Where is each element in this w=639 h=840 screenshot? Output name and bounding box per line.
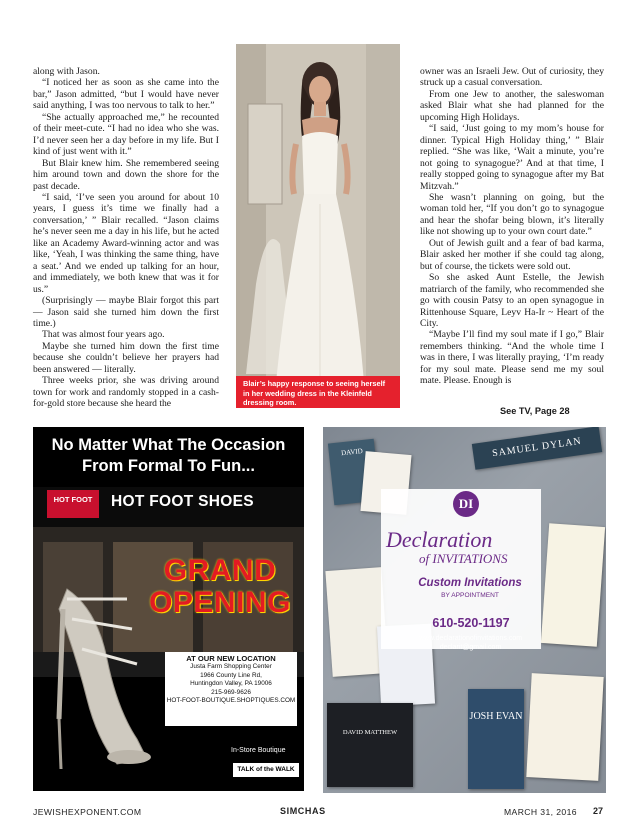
website-line[interactable]: HOT-FOOT-BOUTIQUE.SHOPTIQUES.COM [166,697,296,705]
hot-foot-logo [47,490,99,518]
paragraph: along with Jason. [33,66,100,77]
address-line: Huntingdon Valley, PA 19006 [190,680,272,688]
brand-title: Declaration [386,527,493,552]
paragraph: From one Jew to another, the saleswoman asked Blair what she had planned for the upcoming High Holidays. [420,88,604,123]
paragraph: But Blair knew him. She remembered seeing him around town and down the shore for the past decade. [33,157,219,192]
paragraph: “I said, ‘Just going to my mom’s house for dinner. Typical High Holiday thing,’ ” Blair replied. “She was like, ‘Wait a minute, you’re not going to synagogue?’ And at that time, I really stopped going to synagogue after my Bat Mitzvah.” [420,123,604,192]
paragraph: Out of Jewish guilt and a fear of bad karma, Blair asked her mother if she could tag along, but of course, the tickets were sold out. [420,237,604,272]
paragraph: That was almost four years ago. [42,329,165,341]
page-number: 27 [593,806,604,816]
footer-section: SIMCHAS [280,806,326,816]
card-name: DAVID [340,446,364,458]
footer-site[interactable]: JEWISHEXPONENT.COM [33,807,142,817]
appointment-label: BY APPOINTMENT [441,592,499,599]
article-column-left [33,66,219,410]
wedding-dress-photo [236,44,400,402]
ad-headline [33,435,304,477]
paragraph: “I said, ‘I’ve seen you around for about 10 years, I guess it’s time we finally had a conversation,’ ” Blair recalled. “Jason claims he’s never seen me a day in his life, but he acted like an Academy Award-winning actor and was like, ‘Yeah, I was thinking the same thing, have a seat.’ And we ended up talking for an hour, and immediately, we both knew that was it for us.” [33,191,219,295]
card-name: JOSH EVAN [469,711,523,722]
paragraph: “Maybe I’ll find my soul mate if I go,” Blair remembers thinking. “And the whole time I was in there, I was literally praying, ‘I’m ready for my soul mate. Please send me my soul mate. Please. Enough is [420,329,604,387]
invitation-card [526,673,603,781]
contact-block [393,635,548,652]
invitation-card [472,427,602,470]
address-line: Justa Farm Shopping Center [190,663,272,670]
paragraph: “I noticed her as soon as she came into the bar,” Jason admitted, “but I would have never said anything, I was too nervous to talk to her.” [33,77,219,112]
grand-opening-banner [145,555,295,619]
phone-line: 215-969-9626 [211,688,251,696]
paragraph: (Surprisingly — maybe Blair forgot this part — Jason said she turned him down the first time.) [33,295,219,329]
monogram-logo: DI [453,491,479,517]
article-column-right [420,66,604,387]
paragraph: So she asked Aunt Estelle, the Jewish matriarch of the family, who recommended she go with cousin Patsy to an open synagogue in Rittenhouse Square, Leyv Ha-Ir ~ Heart of the City. [420,272,604,329]
photo-caption: Blair’s happy response to seeing herself in her wedding dress in the Kleinfeld dressing room. [236,376,400,408]
paragraph: Three weeks prior, she was driving around town for work and randomly stopped in a cash-for-gold store because she heard the [33,375,219,410]
paragraph: owner was an Israeli Jew. Out of curiosity, they struck up a casual conversation. [420,66,604,89]
opening-text: OPENING [149,586,291,619]
brand-subtitle: of INVITATIONS [419,551,508,566]
hot-foot-shoes-ad[interactable] [33,427,304,791]
store-sign: HOT FOOT SHOES [111,493,254,510]
bride-image [236,44,400,402]
paragraph: “She actually approached me,” he recounted of their meet-cute. “I had no idea who she was. I’d never seen her a day before in my life. But I kind of just went with it.” [33,111,219,158]
continued-jump-link[interactable]: See TV, Page 28 [500,406,570,416]
custom-invitations-label: Custom Invitations [418,577,522,589]
email-link[interactable]: declarit@gmail.com [439,643,502,651]
paragraph: She wasn’t planning on going, but the woman told her, “If you don’t go to synagogue and hear the shofar being blown, it’s literally like not showing up to your own court date.” [420,191,604,238]
paragraph: Maybe she turned him down the first time because she couldn’t believe her prayers had been answered — literally. [33,340,219,375]
website-link[interactable]: www.declarationofinvitations.com [418,635,523,642]
footer-date: MARCH 31, 2016 [504,807,577,817]
location-heading: AT OUR NEW LOCATION [186,654,276,663]
headline-line-2: From Formal To Fun... [82,457,255,475]
address-line: 1966 County Line Rd, [200,671,262,679]
grand-text: GRAND [163,554,277,587]
invitation-card [468,689,524,789]
card-name: SAMUEL DYLAN [491,435,583,460]
headline-line-1: No Matter What The Occasion [51,436,286,454]
instore-boutique-label: In-Store Boutique [231,747,286,754]
phone-number[interactable]: 610-520-1197 [432,616,510,630]
card-name: DAVID MATTHEW [342,729,398,736]
declaration-of-invitations-ad[interactable] [323,427,606,793]
sandal-image [37,569,157,779]
address-box [165,652,297,726]
talk-of-the-walk-logo: TALK of the WALK [233,763,299,777]
tablet-card [327,703,413,787]
logo-text: HOT FOOT [53,495,93,504]
